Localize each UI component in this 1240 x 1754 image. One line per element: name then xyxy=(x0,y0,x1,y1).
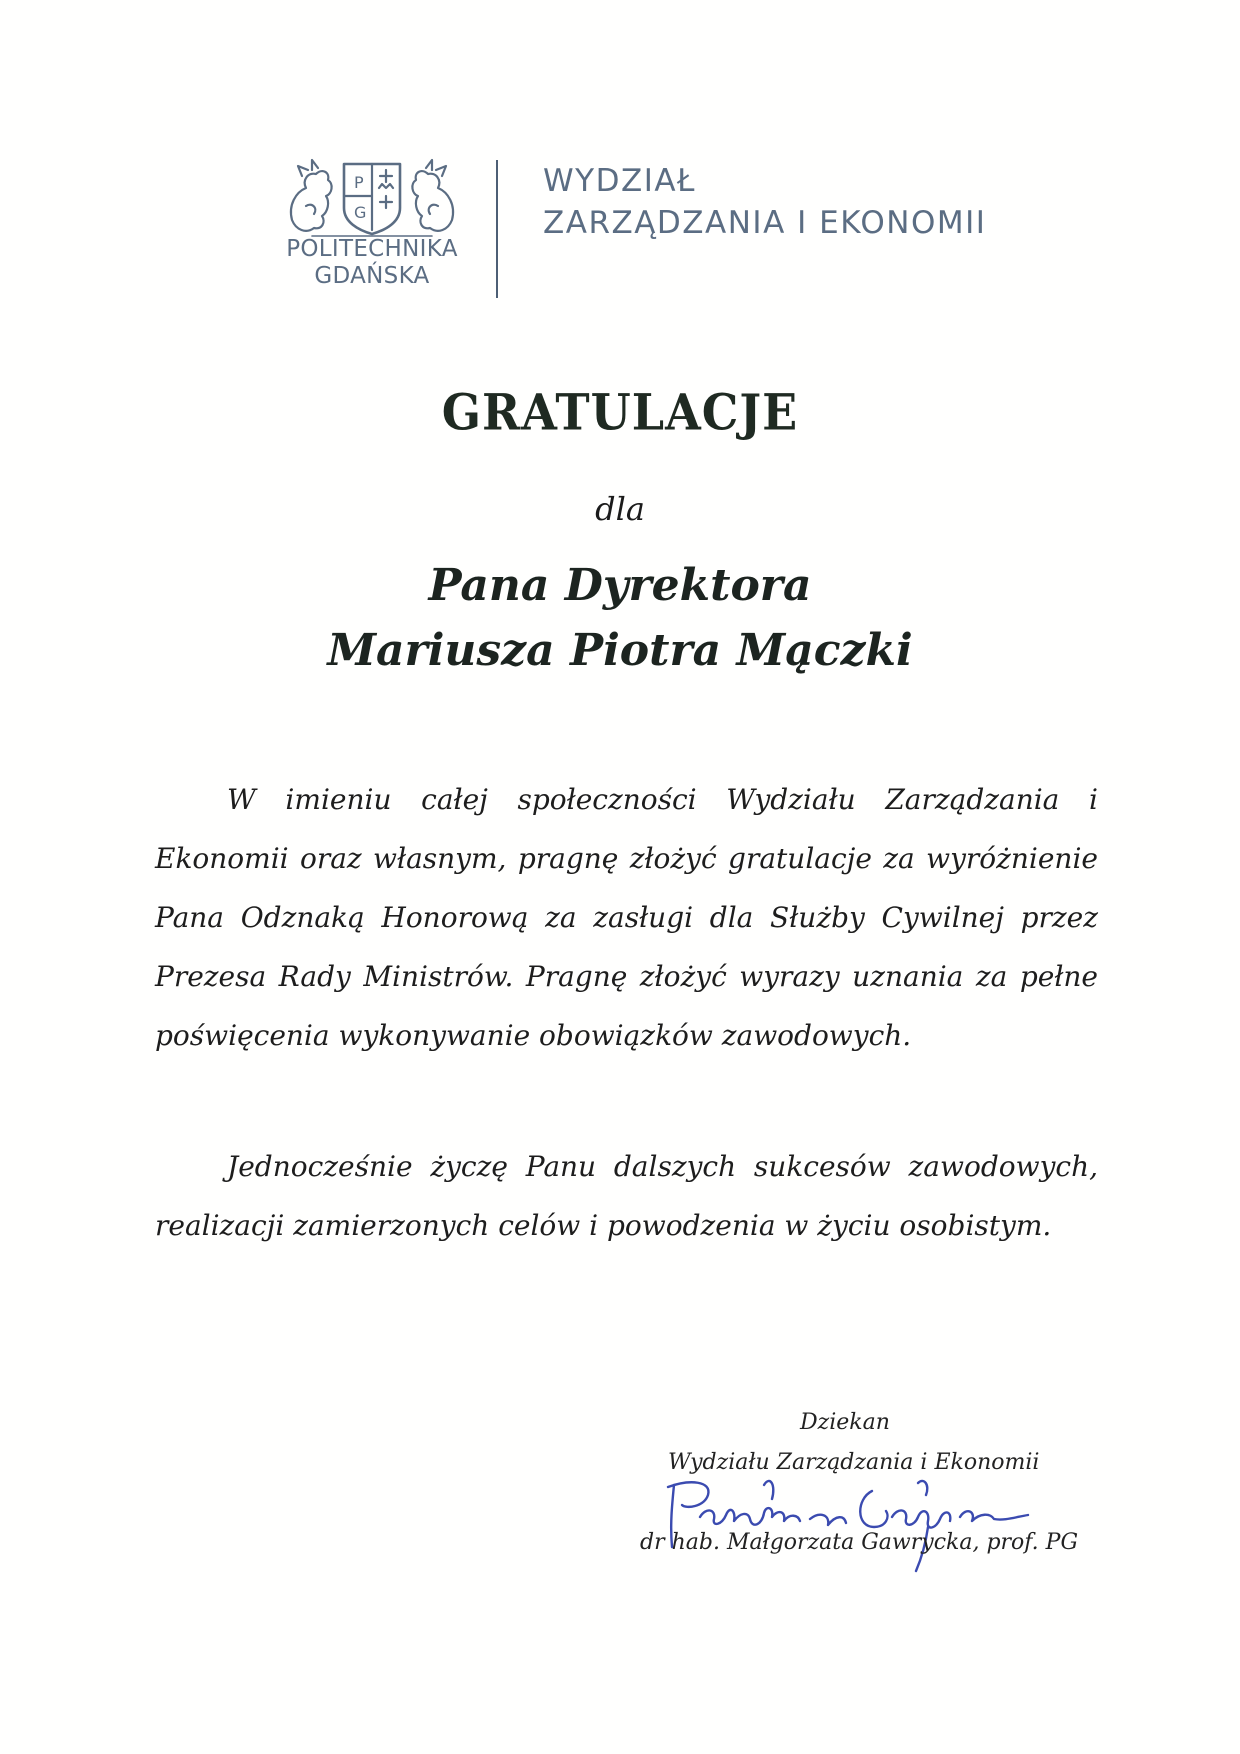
signatory-name: dr hab. Małgorzata Gawrycka, prof. PG xyxy=(640,1530,1079,1555)
faculty-name-line1: WYDZIAŁ xyxy=(543,163,696,199)
signatory-title: Dziekan xyxy=(800,1410,890,1435)
faculty-name-line2: ZARZĄDZANIA I EKONOMII xyxy=(543,205,987,241)
university-crest-logo xyxy=(282,150,462,240)
body-paragraph-1: W imieniu całej społeczności Wydziału Zarządzania i Ekonomii oraz własnym, pragnę złożyć gratulacje za wyróżnienie Pana Odznaką Honorową za zasługi dla Służby Cywilnej przez Prezesa Rady Ministrów. Pragnę złożyć wyrazy uznania za pełne poświęcenia wykonywanie obowiązków zawodowych. xyxy=(155,783,1098,1052)
body-paragraph-2: Jednocześnie życzę Panu dalszych sukcesów zawodowych, realizacji zamierzonych celów i powodzenia w życiu osobistym. xyxy=(155,1150,1098,1242)
signatory-faculty: Wydziału Zarządzania i Ekonomii xyxy=(668,1450,1040,1475)
recipient-line2: Mariusza Piotra Mączki xyxy=(327,625,913,676)
dedication-for: dla xyxy=(595,490,645,528)
recipient-line1: Pana Dyrektora xyxy=(428,560,812,611)
letter-title: GRATULACJE xyxy=(441,382,799,442)
faculty-name xyxy=(543,160,986,244)
university-name-line1: POLITECHNIKA xyxy=(286,236,458,262)
university-name-line2: GDAŃSKA xyxy=(314,263,430,289)
university-name xyxy=(262,236,482,290)
crest-letter-g: G xyxy=(354,203,367,222)
header-divider xyxy=(496,160,498,298)
crest-letter-p: P xyxy=(354,173,364,192)
handwritten-signature xyxy=(660,1455,1040,1575)
